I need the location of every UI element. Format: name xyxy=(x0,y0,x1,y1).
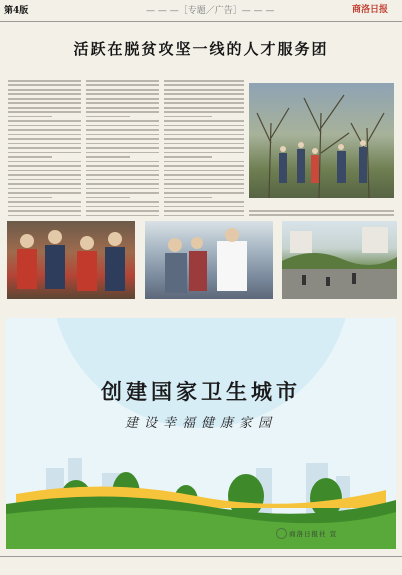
body-text-line xyxy=(86,174,159,176)
body-text-line xyxy=(164,192,244,194)
photo-crowd-service xyxy=(7,221,135,299)
body-text-line xyxy=(86,80,159,82)
body-text-line xyxy=(164,102,244,104)
body-text-line xyxy=(86,206,159,208)
body-text-line xyxy=(86,107,159,109)
body-text-line xyxy=(86,93,159,95)
body-text-line xyxy=(164,210,244,212)
body-text-line xyxy=(86,156,130,158)
body-text-line xyxy=(8,138,81,140)
body-text-line xyxy=(86,170,159,172)
body-text-line xyxy=(8,165,81,167)
body-text-line xyxy=(8,125,81,127)
body-text-line xyxy=(8,80,81,82)
body-text-line xyxy=(164,215,244,217)
body-text-line xyxy=(86,188,159,190)
body-text-line xyxy=(8,111,81,113)
body-text-line xyxy=(8,116,52,118)
sponsor-seal-icon xyxy=(276,528,287,539)
body-text-line xyxy=(86,89,159,91)
body-text-line xyxy=(86,134,159,136)
body-text-line xyxy=(86,152,159,154)
body-text-line xyxy=(8,120,81,122)
body-text-line xyxy=(8,197,52,199)
body-text-line xyxy=(164,111,244,113)
body-text-line xyxy=(8,179,81,181)
body-text-line xyxy=(86,197,130,199)
body-text-line xyxy=(249,214,394,216)
body-text-line xyxy=(164,84,244,86)
body-text-line xyxy=(86,138,159,140)
body-text-line xyxy=(86,215,159,217)
article-headline: 活跃在脱贫攻坚一线的人才服务团 xyxy=(73,40,329,58)
body-text-line xyxy=(164,116,212,118)
body-text-line xyxy=(86,165,159,167)
body-text-line xyxy=(164,152,244,154)
body-text-line xyxy=(86,125,159,127)
body-text-line xyxy=(8,152,81,154)
body-text-line xyxy=(164,183,244,185)
page-number: 第4版 xyxy=(4,6,29,16)
body-text-line xyxy=(86,102,159,104)
body-text-line xyxy=(8,174,81,176)
body-text-line xyxy=(164,156,212,158)
body-text-line xyxy=(164,80,244,82)
ad-illustration xyxy=(6,318,396,549)
body-text-line xyxy=(8,188,81,190)
body-text-line xyxy=(8,102,81,104)
body-text-line xyxy=(86,143,159,145)
body-text-line xyxy=(164,197,212,199)
body-text-line xyxy=(8,161,81,163)
body-text-line xyxy=(86,120,159,122)
public-service-advertisement xyxy=(6,318,396,549)
body-text-line xyxy=(164,147,244,149)
body-text-line xyxy=(86,84,159,86)
body-text-line xyxy=(164,179,244,181)
body-text-line xyxy=(164,138,244,140)
body-text-line xyxy=(8,156,52,158)
body-text-line xyxy=(86,179,159,181)
body-text-line xyxy=(8,143,81,145)
ad-sponsor: 商洛日报社 宣 xyxy=(289,530,338,538)
article-column-2 xyxy=(86,80,159,219)
body-text-line xyxy=(164,206,244,208)
body-text-line xyxy=(86,147,159,149)
body-text-line xyxy=(164,125,244,127)
body-text-line xyxy=(249,210,394,212)
photo-tree-pruning-training xyxy=(249,83,394,198)
body-text-line xyxy=(8,206,81,208)
body-text-line xyxy=(164,93,244,95)
photo-road-construction xyxy=(282,221,397,299)
body-text-line xyxy=(8,192,81,194)
body-text-line xyxy=(164,89,244,91)
body-text-line xyxy=(8,107,81,109)
body-text-line xyxy=(86,129,159,131)
body-text-line xyxy=(86,111,159,113)
body-text-line xyxy=(86,201,159,203)
page-header xyxy=(0,0,402,20)
body-text-line xyxy=(86,161,159,163)
body-text-line xyxy=(164,134,244,136)
body-text-line xyxy=(164,170,244,172)
newspaper-logo: 商洛日报 xyxy=(352,5,389,15)
body-text-line xyxy=(8,183,81,185)
body-text-line xyxy=(8,89,81,91)
body-text-line xyxy=(8,98,81,100)
body-text-line xyxy=(8,134,81,136)
body-text-line xyxy=(164,143,244,145)
ad-subtitle: 建设幸福健康家园 xyxy=(124,416,277,431)
body-text-line xyxy=(8,93,81,95)
article-column-4 xyxy=(249,210,394,219)
body-text-line xyxy=(164,129,244,131)
photo-medical-consultation xyxy=(145,221,273,299)
body-text-line xyxy=(164,174,244,176)
body-text-line xyxy=(86,116,130,118)
body-text-line xyxy=(86,210,159,212)
ad-title: 创建国家卫生城市 xyxy=(101,380,301,404)
body-text-line xyxy=(8,147,81,149)
body-text-line xyxy=(8,201,81,203)
body-text-line xyxy=(164,98,244,100)
article-column-3 xyxy=(164,80,244,219)
section-label: — — —［专题／广告］— — — xyxy=(146,6,275,16)
body-text-line xyxy=(164,188,244,190)
body-text-line xyxy=(8,84,81,86)
body-text-line xyxy=(86,98,159,100)
body-text-line xyxy=(164,120,244,122)
body-text-line xyxy=(164,201,244,203)
body-text-line xyxy=(8,129,81,131)
body-text-line xyxy=(8,210,81,212)
body-text-line xyxy=(164,165,244,167)
body-text-line xyxy=(86,192,159,194)
body-text-line xyxy=(164,107,244,109)
footer-divider xyxy=(0,556,402,557)
body-text-line xyxy=(8,215,81,217)
header-divider xyxy=(0,21,402,22)
body-text-line xyxy=(164,161,244,163)
article-column-1 xyxy=(8,80,81,219)
body-text-line xyxy=(8,170,81,172)
body-text-line xyxy=(86,183,159,185)
